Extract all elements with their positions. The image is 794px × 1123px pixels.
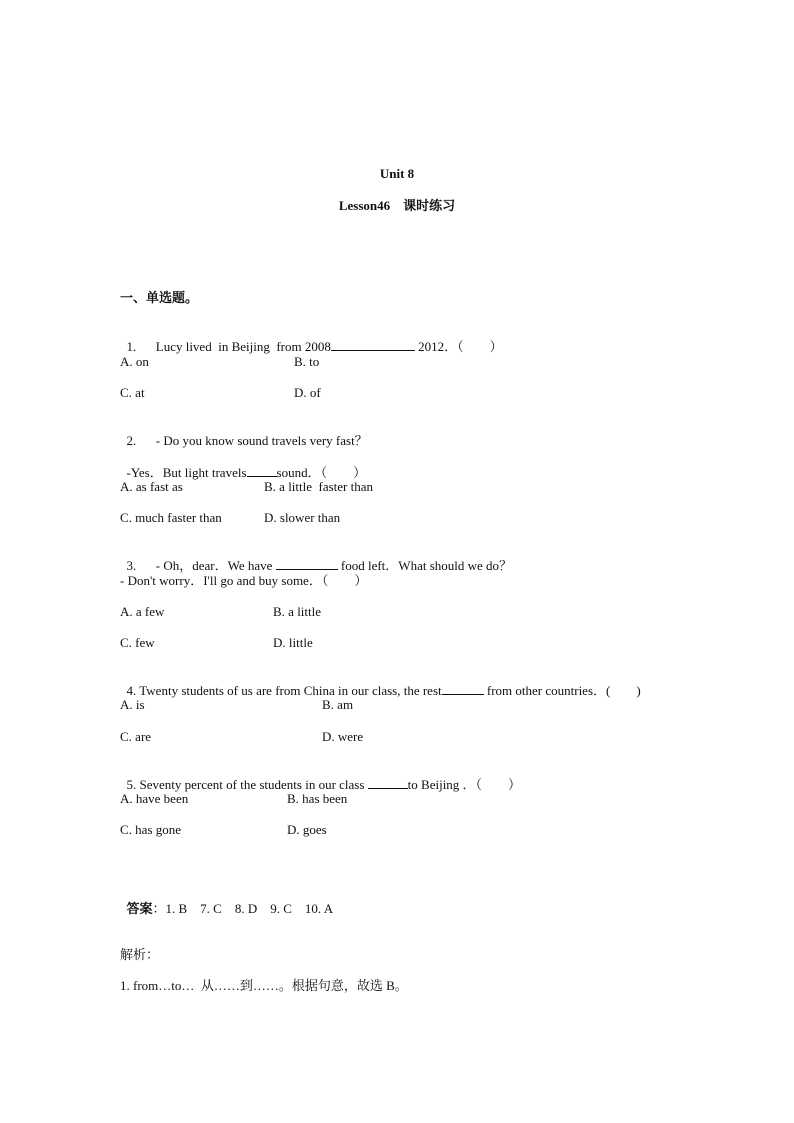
analysis-line-1: 1. from…to… 从……到……。根据句意，故选 B。 — [120, 978, 408, 993]
option-c: C. at — [120, 385, 145, 400]
option-b: B. a little — [273, 604, 322, 619]
option-c: C. has gone — [120, 822, 182, 837]
option-d: D. slower than — [264, 510, 341, 525]
question-stem-end: 2012．（ ） — [414, 339, 503, 354]
option-c: C. much faster than — [120, 510, 222, 525]
question-stem: Lucy lived in Beijing from 2008 — [155, 339, 331, 354]
question-stem-end: to Beijing ．（ ） — [407, 777, 522, 792]
reply-text-end: sound．（ ） — [276, 465, 367, 480]
answers-text: ：1. B 7. C 8. D 9. C 10. A — [152, 901, 334, 916]
question-1 — [120, 322, 503, 355]
option-b: B. a little faster than — [264, 479, 374, 494]
reply-text: -Yes．But light travels — [126, 465, 247, 480]
answer-blank — [442, 682, 484, 695]
question-stem-end: food left．What should we do？ — [337, 558, 513, 573]
option-a: A. is — [120, 697, 145, 712]
answers-line — [120, 885, 333, 917]
analysis-label: 解析： — [120, 947, 160, 962]
question-stem: - Oh，dear．We have — [155, 558, 273, 573]
lesson-title: Lesson46 课时练习 — [338, 198, 456, 213]
option-c: C. few — [120, 635, 155, 650]
option-a: A. as fast as — [120, 479, 183, 494]
question-number: 1. — [126, 339, 137, 354]
option-b: B. am — [322, 697, 354, 712]
question-2 — [120, 417, 368, 449]
question-stem-end: from other countries．( ) — [483, 683, 641, 698]
option-d: D. of — [294, 385, 321, 400]
option-d: D. were — [322, 729, 364, 744]
answer-blank — [276, 557, 338, 570]
question-2-reply — [120, 448, 366, 481]
unit-title: Unit 8 — [379, 166, 415, 181]
question-4 — [120, 666, 641, 699]
option-a: A. have been — [120, 791, 189, 806]
option-b: B. has been — [287, 791, 348, 806]
question-number: 3. — [126, 558, 137, 573]
option-d: D. little — [273, 635, 313, 650]
option-a: A. a few — [120, 604, 165, 619]
question-3 — [120, 541, 512, 574]
question-3-reply: - Don't worry．I'll go and buy some．（ ） — [120, 573, 368, 588]
answer-blank — [247, 464, 277, 477]
answer-blank — [331, 338, 415, 351]
answer-blank — [368, 776, 408, 789]
option-d: D. goes — [287, 822, 327, 837]
answers-label: 答案 — [126, 901, 153, 916]
option-b: B. to — [294, 354, 320, 369]
question-stem: - Do you know sound travels very fast？ — [155, 433, 368, 448]
question-number: 2. — [126, 433, 137, 448]
question-stem: 5. Seventy percent of the students in our class — [126, 777, 365, 792]
question-5 — [120, 760, 521, 793]
section-heading: 一、单选题。 — [120, 290, 199, 305]
question-stem: 4. Twenty students of us are from China in our class, the rest — [126, 683, 442, 698]
option-c: C. are — [120, 729, 152, 744]
option-a: A. on — [120, 354, 149, 369]
